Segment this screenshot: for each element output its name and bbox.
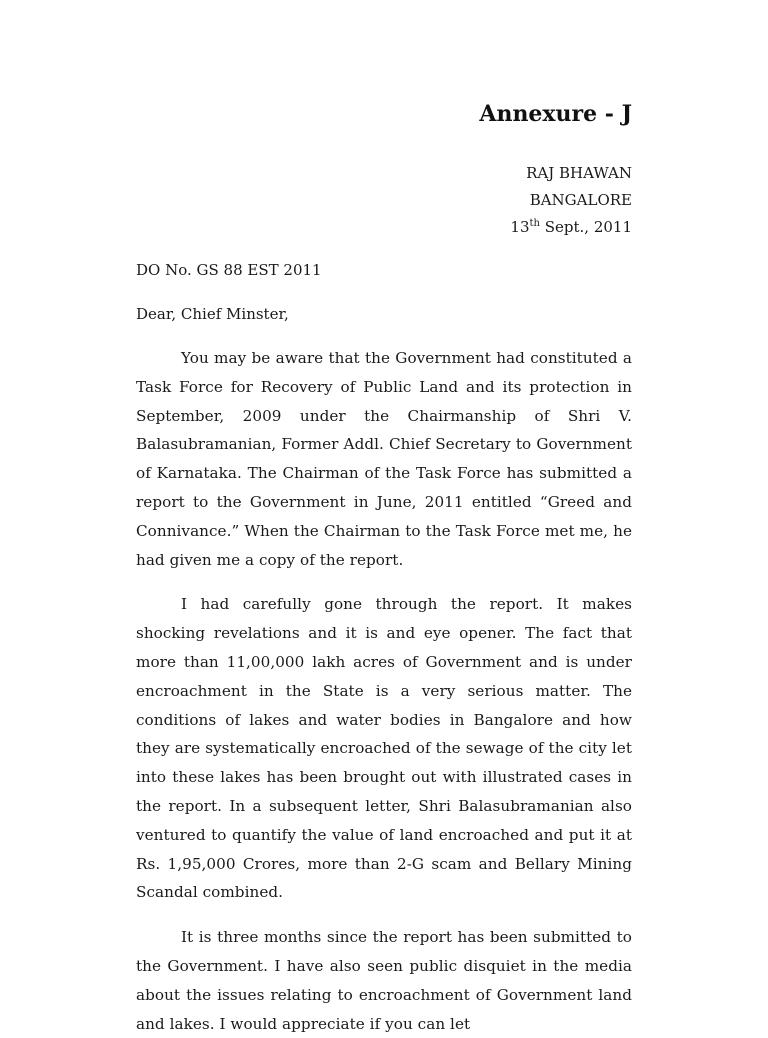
letter-page [136, 96, 632, 1038]
address-line-raj-bhawan: RAJ BHAWAN [526, 164, 632, 182]
date-rest: Sept., 2011 [539, 218, 632, 236]
paragraph-task-force: You may be aware that the Government had constituted a Task Force for Recovery of Public Land and its protection in September, 2009 under the Chairmanship of Shri V. Balasubramanian, Former Addl. Chief Secretary to Government of Karnataka. The Chairman of the Task Force has submitted a report to the Government in June, 2011 entitled “Greed and Connivance.” When the Chairman to the Task Force met me, he had given me a copy of the report. [136, 349, 632, 569]
sender-address [136, 160, 632, 241]
salutation: Dear, Chief Minster, [136, 305, 289, 323]
annexure-title: Annexure - J [479, 101, 632, 127]
paragraph-three-months: It is three months since the report has been submitted to the Government. I have also seen public disquiet in the media about the issues relating to encroachment of Government land and lakes. I would appreciate if you can let [136, 928, 632, 1033]
letter-date [136, 214, 632, 241]
do-number: DO No. GS 88 EST 2011 [136, 261, 322, 279]
address-line-bangalore: BANGALORE [529, 191, 632, 209]
date-day: 13 [510, 218, 530, 236]
paragraph-report-review: I had carefully gone through the report. It makes shocking revelations and it is and eye opener. The fact that more than 11,00,000 lakh acres of Government and is under encroachment in the State is a very serious matter. The conditions of lakes and water bodies in Bangalore and how they are systematically encroached of the sewage of the city let into these lakes has been brought out with illustrated cases in the report. In a subsequent letter, Shri Balasubramanian also ventured to quantify the value of land encroached and put it at Rs. 1,95,000 Crores, more than 2-G scam and Bellary Mining Scandal combined. [136, 595, 632, 902]
date-suffix: th [529, 218, 540, 229]
